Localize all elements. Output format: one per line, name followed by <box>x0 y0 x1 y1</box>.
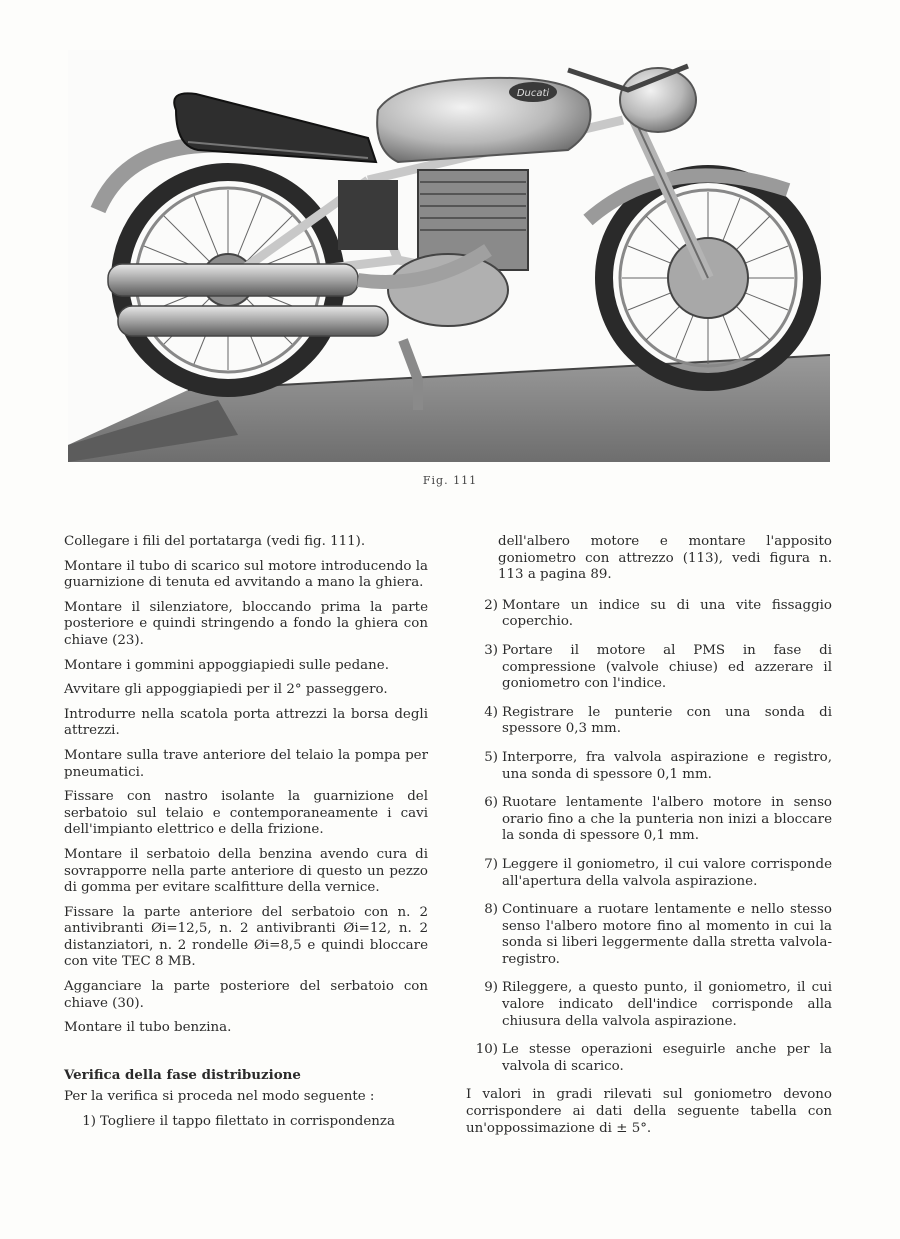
paragraph: Montare il tubo benzina. <box>64 1020 232 1036</box>
step-number: 4) <box>484 704 498 720</box>
step-item <box>466 857 832 890</box>
step-item <box>466 980 832 1030</box>
step-item <box>466 643 832 693</box>
section-heading: Verifica della fase distribuzione <box>64 1066 301 1083</box>
closing-paragraph: I valori in gradi rilevati sul goniometro devono corrispondere ai dati della seguente tabella con un'oppossimazione di ± 5°. <box>466 1087 832 1136</box>
intro-text: Per la verifica si proceda nel modo seguente : <box>64 1089 375 1105</box>
step-item <box>64 1114 428 1131</box>
step-item <box>466 795 832 845</box>
step-number: 7) <box>484 856 498 872</box>
paragraph: Fissare la parte anteriore del serbatoio con n. 2 antivibranti Øi=12,5, n. 2 antivibranti Øi=12, n. 2 distanziatori, n. 2 rondelle Øi=8,5 e quindi bloccare con vite TEC 8 MB. <box>64 904 428 970</box>
step-number: 5) <box>484 749 498 765</box>
step-item <box>466 1042 832 1075</box>
step-text: Le stesse operazioni eseguirle anche per la valvola di scarico. <box>502 1042 832 1074</box>
step-number: 9) <box>484 980 498 996</box>
step-item <box>466 705 832 738</box>
step-item <box>466 598 832 631</box>
step-number: 1) <box>82 1114 96 1130</box>
step-text: Montare un indice su di una vite fissaggio coperchio. <box>502 597 832 630</box>
paragraph: Introdurre nella scatola porta attrezzi la borsa degli attrezzi. <box>64 706 428 739</box>
fuel-tank <box>377 78 590 162</box>
paragraph: Montare il tubo di scarico sul motore introducendo la guarnizione di tenuta ed avvitando a mano la ghiera. <box>64 558 428 591</box>
paragraph: Fissare con nastro isolante la guarnizione del serbatoio sul telaio e contemporaneamente i cavi dell'impianto elettrico e della frizione. <box>64 789 428 838</box>
step-number: 6) <box>484 795 498 811</box>
step-text: Continuare a ruotare lentamente e nello stesso senso l'albero motore fino al momento in cui la sonda si liberi leggermente dalla stretta valvola-registro. <box>502 902 832 967</box>
step-item <box>466 750 832 783</box>
paragraph: Montare il serbatoio della benzina avendo cura di sovrapporre nella parte anteriore di questo un pezzo di gomma per evitare scalfitture della vernice. <box>64 846 428 896</box>
paragraph: Agganciare la parte posteriore del serbatoio con chiave (30). <box>64 979 428 1011</box>
paragraph: Montare sulla trave anteriore del telaio la pompa per pneumatici. <box>64 747 428 780</box>
paragraph: Collegare i fili del portatarga (vedi fig. 111). <box>64 534 366 549</box>
left-column <box>64 534 428 1143</box>
step-text: Interporre, fra valvola aspirazione e registro, una sonda di spessore 0,1 mm. <box>502 749 832 782</box>
step-number: 3) <box>484 642 498 658</box>
motorcycle-photo <box>68 50 830 462</box>
step-number: 10) <box>475 1042 498 1058</box>
paragraph: Montare il silenziatore, bloccando prima la parte posteriore e quindi stringendo a fondo la ghiera con chiave (23). <box>64 599 428 648</box>
step-text: Togliere il tappo filettato in corrispondenza <box>100 1114 395 1130</box>
figure-caption: Fig. 111 <box>422 474 478 487</box>
step-text: Registrare le punterie con una sonda di spessore 0,3 mm. <box>502 704 832 737</box>
step-number: 2) <box>484 597 498 613</box>
right-column <box>466 534 832 1145</box>
step-continuation: dell'albero motore e montare l'apposito goniometro con attrezzo (113), vedi figura n. 113 a pagina 89. <box>498 534 832 583</box>
step-text: Rileggere, a questo punto, il goniometro, il cui valore indicato dell'indice corrisponde alla chiusura della valvola aspirazione. <box>502 980 832 1029</box>
paragraph: Montare i gommini appoggiapiedi sulle pedane. <box>64 657 389 673</box>
step-item <box>466 902 832 968</box>
step-number: 8) <box>484 902 498 918</box>
motorcycle-illustration <box>68 50 830 462</box>
step-text: Leggere il goniometro, il cui valore corrisponde all'apertura della valvola aspirazione. <box>502 856 832 889</box>
step-text: Ruotare lentamente l'albero motore in senso orario fino a che la punteria non inizi a bloccare la sonda di spessore 0,1 mm. <box>502 795 832 844</box>
paragraph: Avvitare gli appoggiapiedi per il 2° passeggero. <box>64 682 388 698</box>
tank-badge-text: Ducati <box>516 88 550 99</box>
step-text: Portare il motore al PMS in fase di compressione (valvole chiuse) ed azzerare il goniometro con l'indice. <box>502 642 832 692</box>
